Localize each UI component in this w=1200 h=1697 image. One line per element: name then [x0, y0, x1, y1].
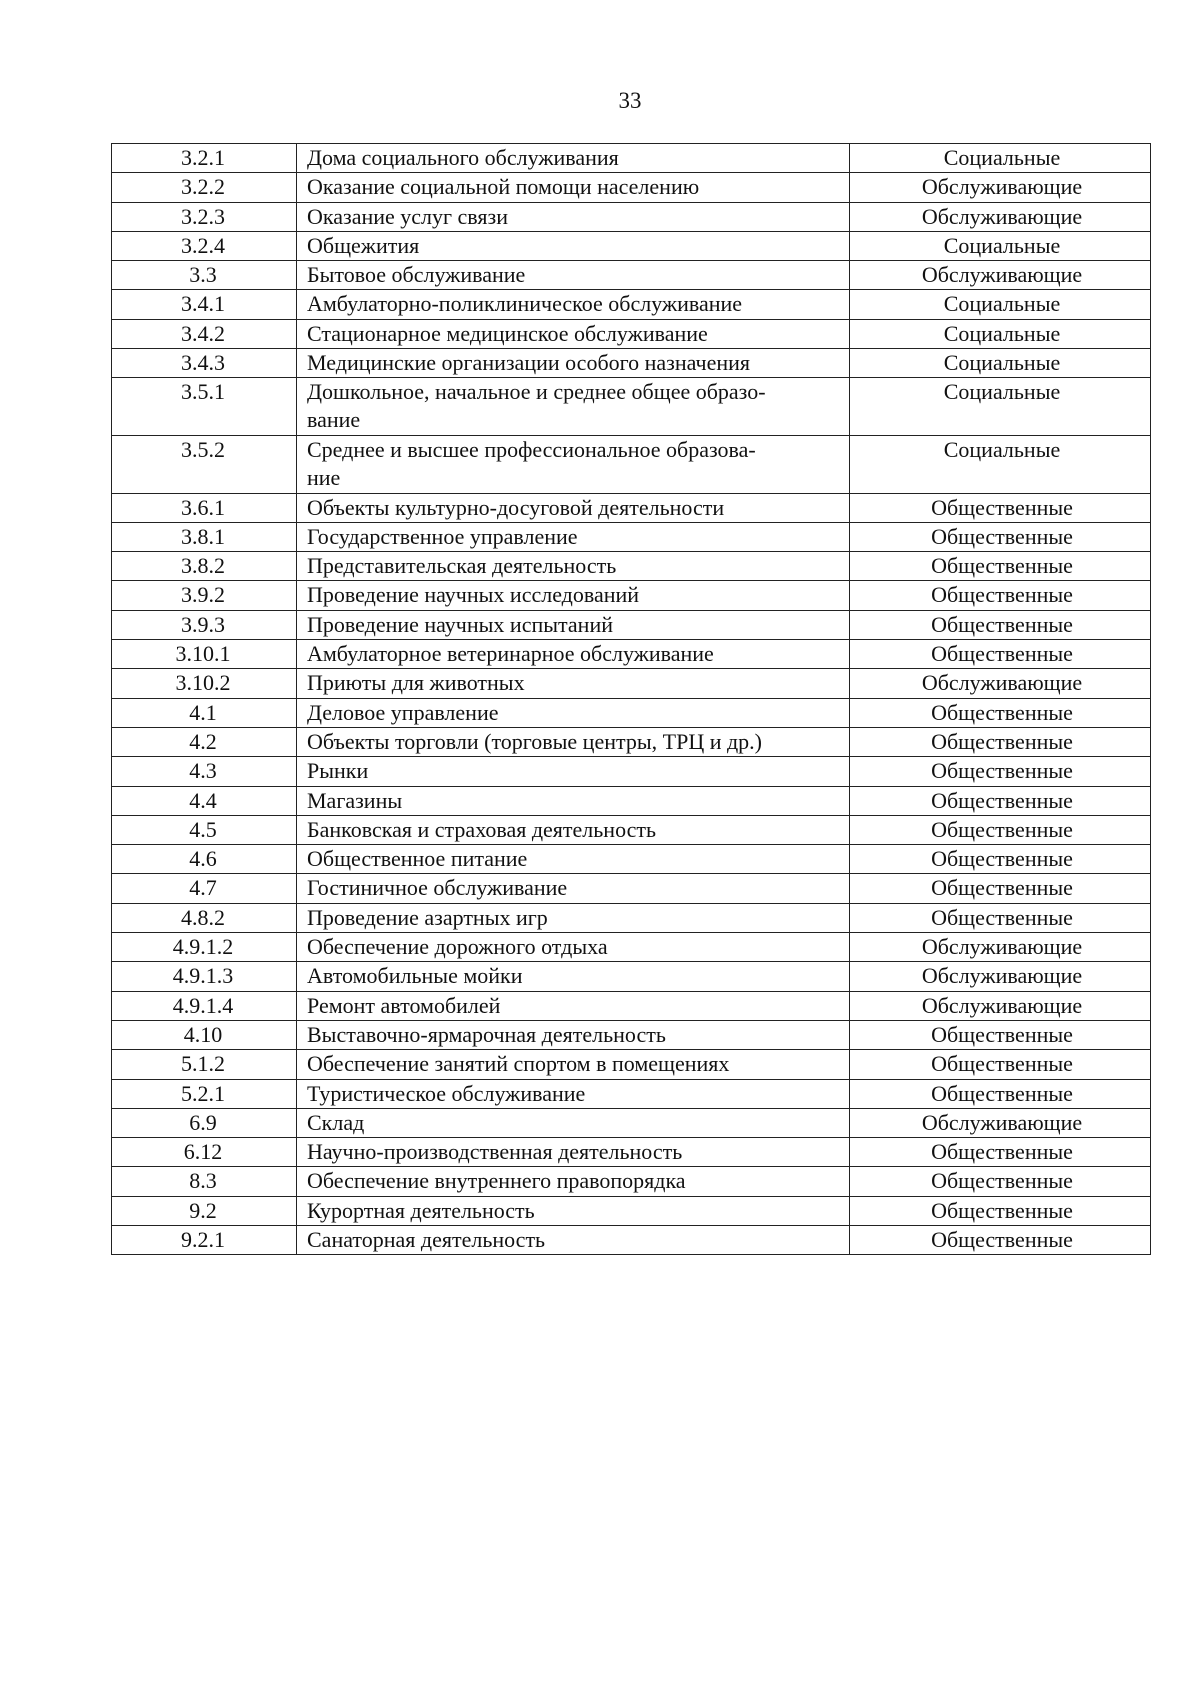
row-type: Социальные	[850, 231, 1151, 260]
row-name: Проведение научных испытаний	[297, 610, 850, 639]
row-code: 8.3	[112, 1167, 297, 1196]
table-row	[112, 1050, 1151, 1079]
row-code: 6.9	[112, 1108, 297, 1137]
table-row	[112, 991, 1151, 1020]
row-code: 4.2	[112, 727, 297, 756]
row-code: 3.8.1	[112, 522, 297, 551]
table-body	[112, 144, 1151, 1255]
row-code: 3.9.2	[112, 581, 297, 610]
row-name: Амбулаторное ветеринарное обслуживание	[297, 640, 850, 669]
row-code: 4.3	[112, 757, 297, 786]
row-code: 4.9.1.2	[112, 933, 297, 962]
row-code: 3.4.1	[112, 290, 297, 319]
row-name-line2: вание	[307, 407, 361, 433]
row-name: Банковская и страховая деятельность	[297, 815, 850, 844]
row-code: 4.4	[112, 786, 297, 815]
table-row	[112, 903, 1151, 932]
table-row	[112, 698, 1151, 727]
row-name: Оказание социальной помощи населению	[297, 173, 850, 202]
row-code: 3.10.2	[112, 669, 297, 698]
row-code: 3.3	[112, 261, 297, 290]
row-name-line1: Дошкольное, начальное и среднее общее образо-	[307, 379, 766, 405]
row-type: Общественные	[850, 874, 1151, 903]
row-type: Общественные	[850, 698, 1151, 727]
table-row	[112, 933, 1151, 962]
row-name: Общественное питание	[297, 845, 850, 874]
row-code: 6.12	[112, 1138, 297, 1167]
row-name-line2: ние	[307, 464, 341, 490]
row-type: Общественные	[850, 1020, 1151, 1049]
row-code: 3.8.2	[112, 552, 297, 581]
table-row	[112, 202, 1151, 231]
row-type: Социальные	[850, 378, 1151, 436]
row-name: Оказание услуг связи	[297, 202, 850, 231]
row-code: 3.2.2	[112, 173, 297, 202]
row-type: Общественные	[850, 493, 1151, 522]
row-type: Общественные	[850, 610, 1151, 639]
row-name: Рынки	[297, 757, 850, 786]
row-type: Общественные	[850, 1050, 1151, 1079]
row-name: Научно-производственная деятельность	[297, 1138, 850, 1167]
table-row	[112, 552, 1151, 581]
row-name: Приюты для животных	[297, 669, 850, 698]
row-type: Общественные	[850, 1079, 1151, 1108]
row-name: Выставочно-ярмарочная деятельность	[297, 1020, 850, 1049]
row-code: 3.10.1	[112, 640, 297, 669]
row-code: 3.2.3	[112, 202, 297, 231]
row-type: Общественные	[850, 1196, 1151, 1225]
table-row	[112, 1020, 1151, 1049]
row-code: 4.5	[112, 815, 297, 844]
row-type: Общественные	[850, 845, 1151, 874]
table-row	[112, 786, 1151, 815]
table-row	[112, 1196, 1151, 1225]
row-type: Социальные	[850, 290, 1151, 319]
row-type: Общественные	[850, 786, 1151, 815]
row-name: Склад	[297, 1108, 850, 1137]
row-name: Гостиничное обслуживание	[297, 874, 850, 903]
row-type: Общественные	[850, 522, 1151, 551]
row-name: Представительская деятельность	[297, 552, 850, 581]
row-type: Общественные	[850, 903, 1151, 932]
table-row	[112, 319, 1151, 348]
row-name: Обеспечение внутреннего правопорядка	[297, 1167, 850, 1196]
row-type: Общественные	[850, 1138, 1151, 1167]
table-row	[112, 1138, 1151, 1167]
table-row	[112, 144, 1151, 173]
table-row	[112, 874, 1151, 903]
row-name: Амбулаторно-поликлиническое обслуживание	[297, 290, 850, 319]
row-name: Объекты торговли (торговые центры, ТРЦ и др.)	[297, 727, 850, 756]
row-name	[297, 435, 850, 493]
table-row	[112, 522, 1151, 551]
row-name: Деловое управление	[297, 698, 850, 727]
table-row	[112, 815, 1151, 844]
row-type: Обслуживающие	[850, 962, 1151, 991]
row-name: Бытовое обслуживание	[297, 261, 850, 290]
table-row	[112, 845, 1151, 874]
row-name: Государственное управление	[297, 522, 850, 551]
row-code: 3.2.1	[112, 144, 297, 173]
row-code: 3.4.3	[112, 349, 297, 378]
row-type: Обслуживающие	[850, 202, 1151, 231]
row-type: Общественные	[850, 815, 1151, 844]
row-name: Санаторная деятельность	[297, 1225, 850, 1254]
row-type: Обслуживающие	[850, 1108, 1151, 1137]
row-name: Обеспечение дорожного отдыха	[297, 933, 850, 962]
table-row	[112, 173, 1151, 202]
row-code: 4.1	[112, 698, 297, 727]
row-type: Общественные	[850, 757, 1151, 786]
table-row	[112, 290, 1151, 319]
row-code: 3.4.2	[112, 319, 297, 348]
row-type: Обслуживающие	[850, 669, 1151, 698]
row-name: Туристическое обслуживание	[297, 1079, 850, 1108]
row-type: Социальные	[850, 144, 1151, 173]
row-type: Обслуживающие	[850, 261, 1151, 290]
row-type: Социальные	[850, 319, 1151, 348]
row-type: Обслуживающие	[850, 991, 1151, 1020]
row-name-line1: Среднее и высшее профессиональное образова-	[307, 436, 756, 462]
row-code: 3.9.3	[112, 610, 297, 639]
table-row	[112, 493, 1151, 522]
row-name	[297, 378, 850, 436]
table-row	[112, 1079, 1151, 1108]
table-row	[112, 1108, 1151, 1137]
row-type: Общественные	[850, 1167, 1151, 1196]
table-row	[112, 962, 1151, 991]
row-code: 9.2.1	[112, 1225, 297, 1254]
row-name: Проведение научных исследований	[297, 581, 850, 610]
table-row	[112, 231, 1151, 260]
row-code: 3.5.1	[112, 378, 297, 436]
row-name: Общежития	[297, 231, 850, 260]
row-name: Курортная деятельность	[297, 1196, 850, 1225]
table-row	[112, 757, 1151, 786]
row-code: 3.6.1	[112, 493, 297, 522]
page-number: 33	[618, 88, 642, 113]
row-type: Обслуживающие	[850, 933, 1151, 962]
row-name: Ремонт автомобилей	[297, 991, 850, 1020]
row-type: Общественные	[850, 1225, 1151, 1254]
table-row	[112, 1167, 1151, 1196]
row-code: 4.9.1.3	[112, 962, 297, 991]
row-code: 5.2.1	[112, 1079, 297, 1108]
row-code: 9.2	[112, 1196, 297, 1225]
row-code: 4.10	[112, 1020, 297, 1049]
row-code: 4.7	[112, 874, 297, 903]
land-use-table	[111, 143, 1151, 1255]
row-type: Социальные	[850, 349, 1151, 378]
row-code: 3.2.4	[112, 231, 297, 260]
table-row	[112, 640, 1151, 669]
row-name: Объекты культурно-досуговой деятельности	[297, 493, 850, 522]
row-type: Общественные	[850, 727, 1151, 756]
row-name: Стационарное медицинское обслуживание	[297, 319, 850, 348]
table-row	[112, 1225, 1151, 1254]
row-type: Обслуживающие	[850, 173, 1151, 202]
row-name: Обеспечение занятий спортом в помещениях	[297, 1050, 850, 1079]
table-row	[112, 581, 1151, 610]
row-code: 4.8.2	[112, 903, 297, 932]
row-type: Общественные	[850, 552, 1151, 581]
row-name: Проведение азартных игр	[297, 903, 850, 932]
table-row	[112, 435, 1151, 493]
table-row	[112, 349, 1151, 378]
row-name: Медицинские организации особого назначения	[297, 349, 850, 378]
table-row	[112, 727, 1151, 756]
table-row	[112, 378, 1151, 436]
row-code: 4.9.1.4	[112, 991, 297, 1020]
row-code: 4.6	[112, 845, 297, 874]
table-row	[112, 261, 1151, 290]
row-name: Дома социального обслуживания	[297, 144, 850, 173]
row-code: 3.5.2	[112, 435, 297, 493]
row-name: Магазины	[297, 786, 850, 815]
row-code: 5.1.2	[112, 1050, 297, 1079]
row-name: Автомобильные мойки	[297, 962, 850, 991]
row-type: Социальные	[850, 435, 1151, 493]
table-row	[112, 610, 1151, 639]
row-type: Общественные	[850, 581, 1151, 610]
row-type: Общественные	[850, 640, 1151, 669]
table-row	[112, 669, 1151, 698]
